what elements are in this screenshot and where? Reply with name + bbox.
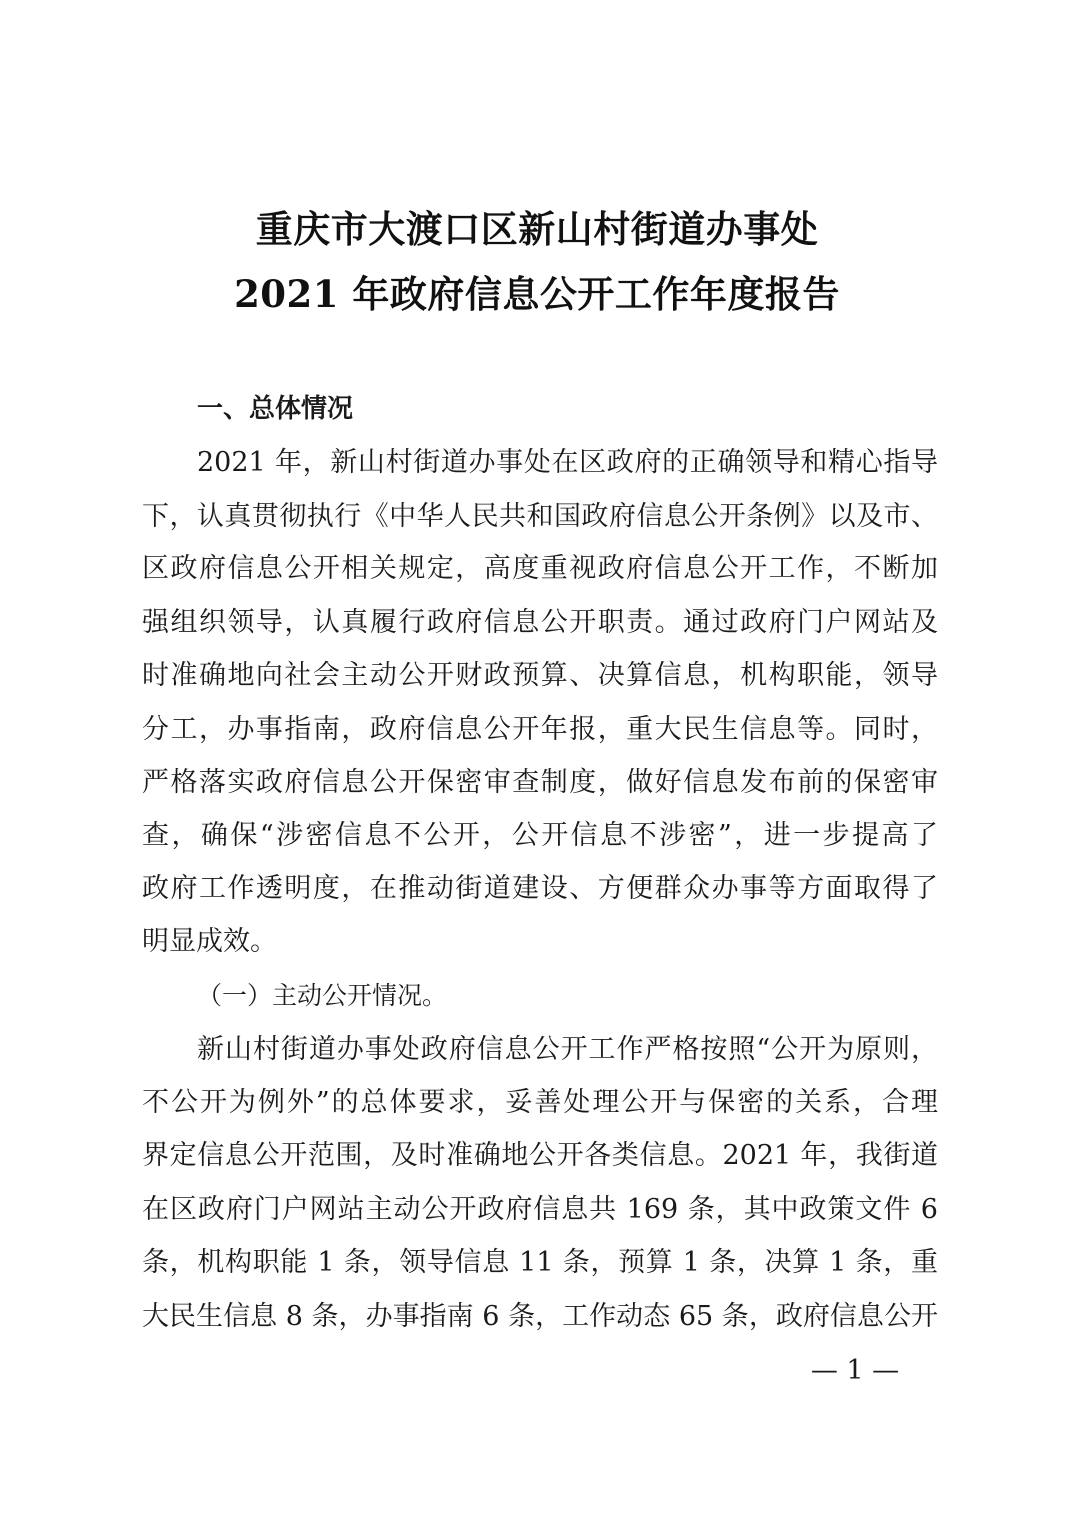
paragraph-line: 新山村街道办事处政府信息公开工作严格按照“公开为原则，: [197, 1034, 938, 1065]
paragraph-line: 界定信息公开范围，及时准确地公开各类信息。2021 年，我街道: [142, 1140, 938, 1171]
paragraph-line: 大民生信息 8 条，办事指南 6 条，工作动态 65 条，政府信息公开: [142, 1301, 938, 1332]
page-number: — 1 —: [810, 1355, 900, 1386]
paragraph-line: 下，认真贯彻执行《中华人民共和国政府信息公开条例》以及市、: [142, 501, 938, 532]
document-title-line-1: 重庆市大渡口区新山村街道办事处: [255, 207, 819, 251]
paragraph-line: 强组织领导，认真履行政府信息公开职责。通过政府门户网站及: [142, 607, 938, 638]
paragraph-line: 2021 年，新山村街道办事处在区政府的正确领导和精心指导: [197, 447, 938, 478]
paragraph-line: 严格落实政府信息公开保密审查制度，做好信息发布前的保密审: [142, 767, 938, 798]
paragraph-line: 分工，办事指南，政府信息公开年报，重大民生信息等。同时，: [142, 714, 938, 745]
paragraph-line: 条，机构职能 1 条，领导信息 11 条，预算 1 条，决算 1 条，重: [142, 1247, 938, 1278]
paragraph-line: 在区政府门户网站主动公开政府信息共 169 条，其中政策文件 6: [142, 1194, 938, 1225]
document-title-line-2: 2021 年政府信息公开工作年度报告: [234, 272, 840, 316]
paragraph-line: 明显成效。: [142, 926, 277, 957]
paragraph-line: 区政府信息公开相关规定，高度重视政府信息公开工作，不断加: [142, 553, 938, 584]
paragraph-line: 不公开为例外”的总体要求，妥善处理公开与保密的关系，合理: [142, 1087, 938, 1118]
paragraph-line: 查，确保“涉密信息不公开，公开信息不涉密”，进一步提高了: [142, 820, 938, 851]
paragraph-line: 时准确地向社会主动公开财政预算、决算信息，机构职能，领导: [142, 660, 938, 691]
section-heading-overview: 一、总体情况: [197, 394, 354, 424]
paragraph-line: 政府工作透明度，在推动街道建设、方便群众办事等方面取得了: [142, 873, 938, 904]
subsection-heading-proactive-disclosure: （一）主动公开情况。: [197, 981, 448, 1010]
